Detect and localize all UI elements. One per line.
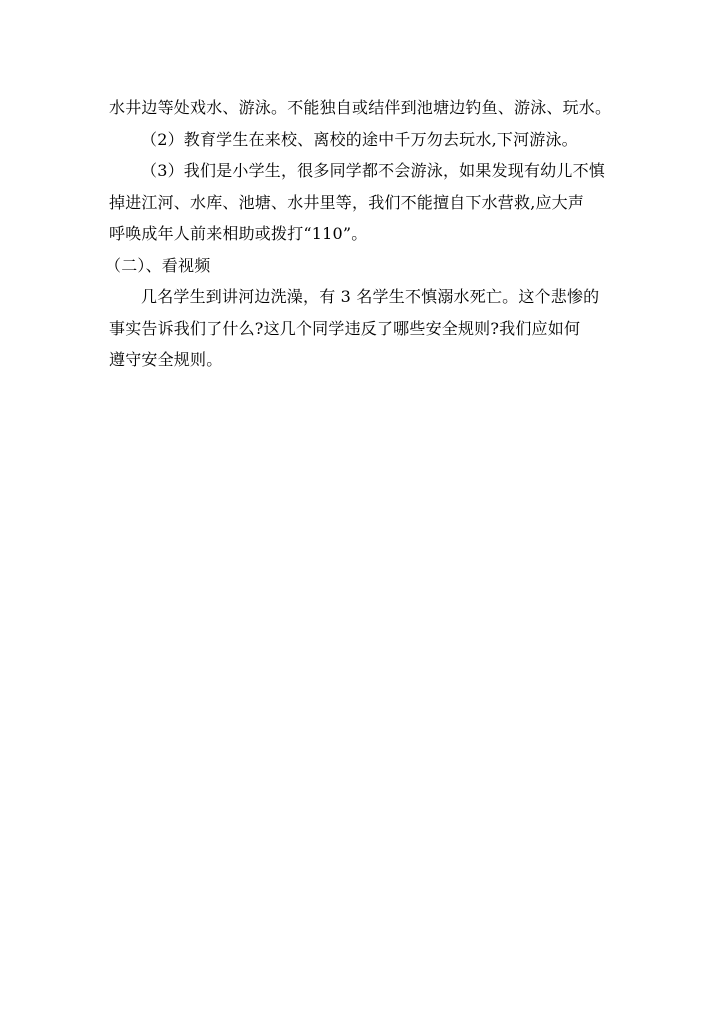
section-heading-video: （二）、看视频 xyxy=(105,255,211,275)
list-item-3-line-2: 掉进江河、水库、池塘、水井里等，我们不能擅自下水营救,应大声 xyxy=(109,192,585,212)
list-item-2: （2）教育学生在来校、离校的途中千万勿去玩水,下河游泳。 xyxy=(141,129,578,149)
paragraph-line-continuation: 水井边等处戏水、游泳。不能独自或结伴到池塘边钓鱼、游泳、玩水。 xyxy=(109,98,612,117)
video-paragraph-line-3: 遵守安全规则。 xyxy=(109,350,223,369)
list-item-3-line-3: 呼唤成年人前来相助或拨打“110”。 xyxy=(109,224,368,243)
list-item-3-line-1: （3）我们是小学生，很多同学都不会游泳，如果发现有幼儿不慎 xyxy=(141,161,605,180)
video-paragraph-line-2: 事实告诉我们了什么?这几个同学违反了哪些安全规则?我们应如何 xyxy=(109,318,581,338)
video-paragraph-line-1: 几名学生到讲河边洗澡，有 3 名学生不慎溺水死亡。这个悲惨的 xyxy=(141,287,600,306)
document-body xyxy=(105,92,614,376)
